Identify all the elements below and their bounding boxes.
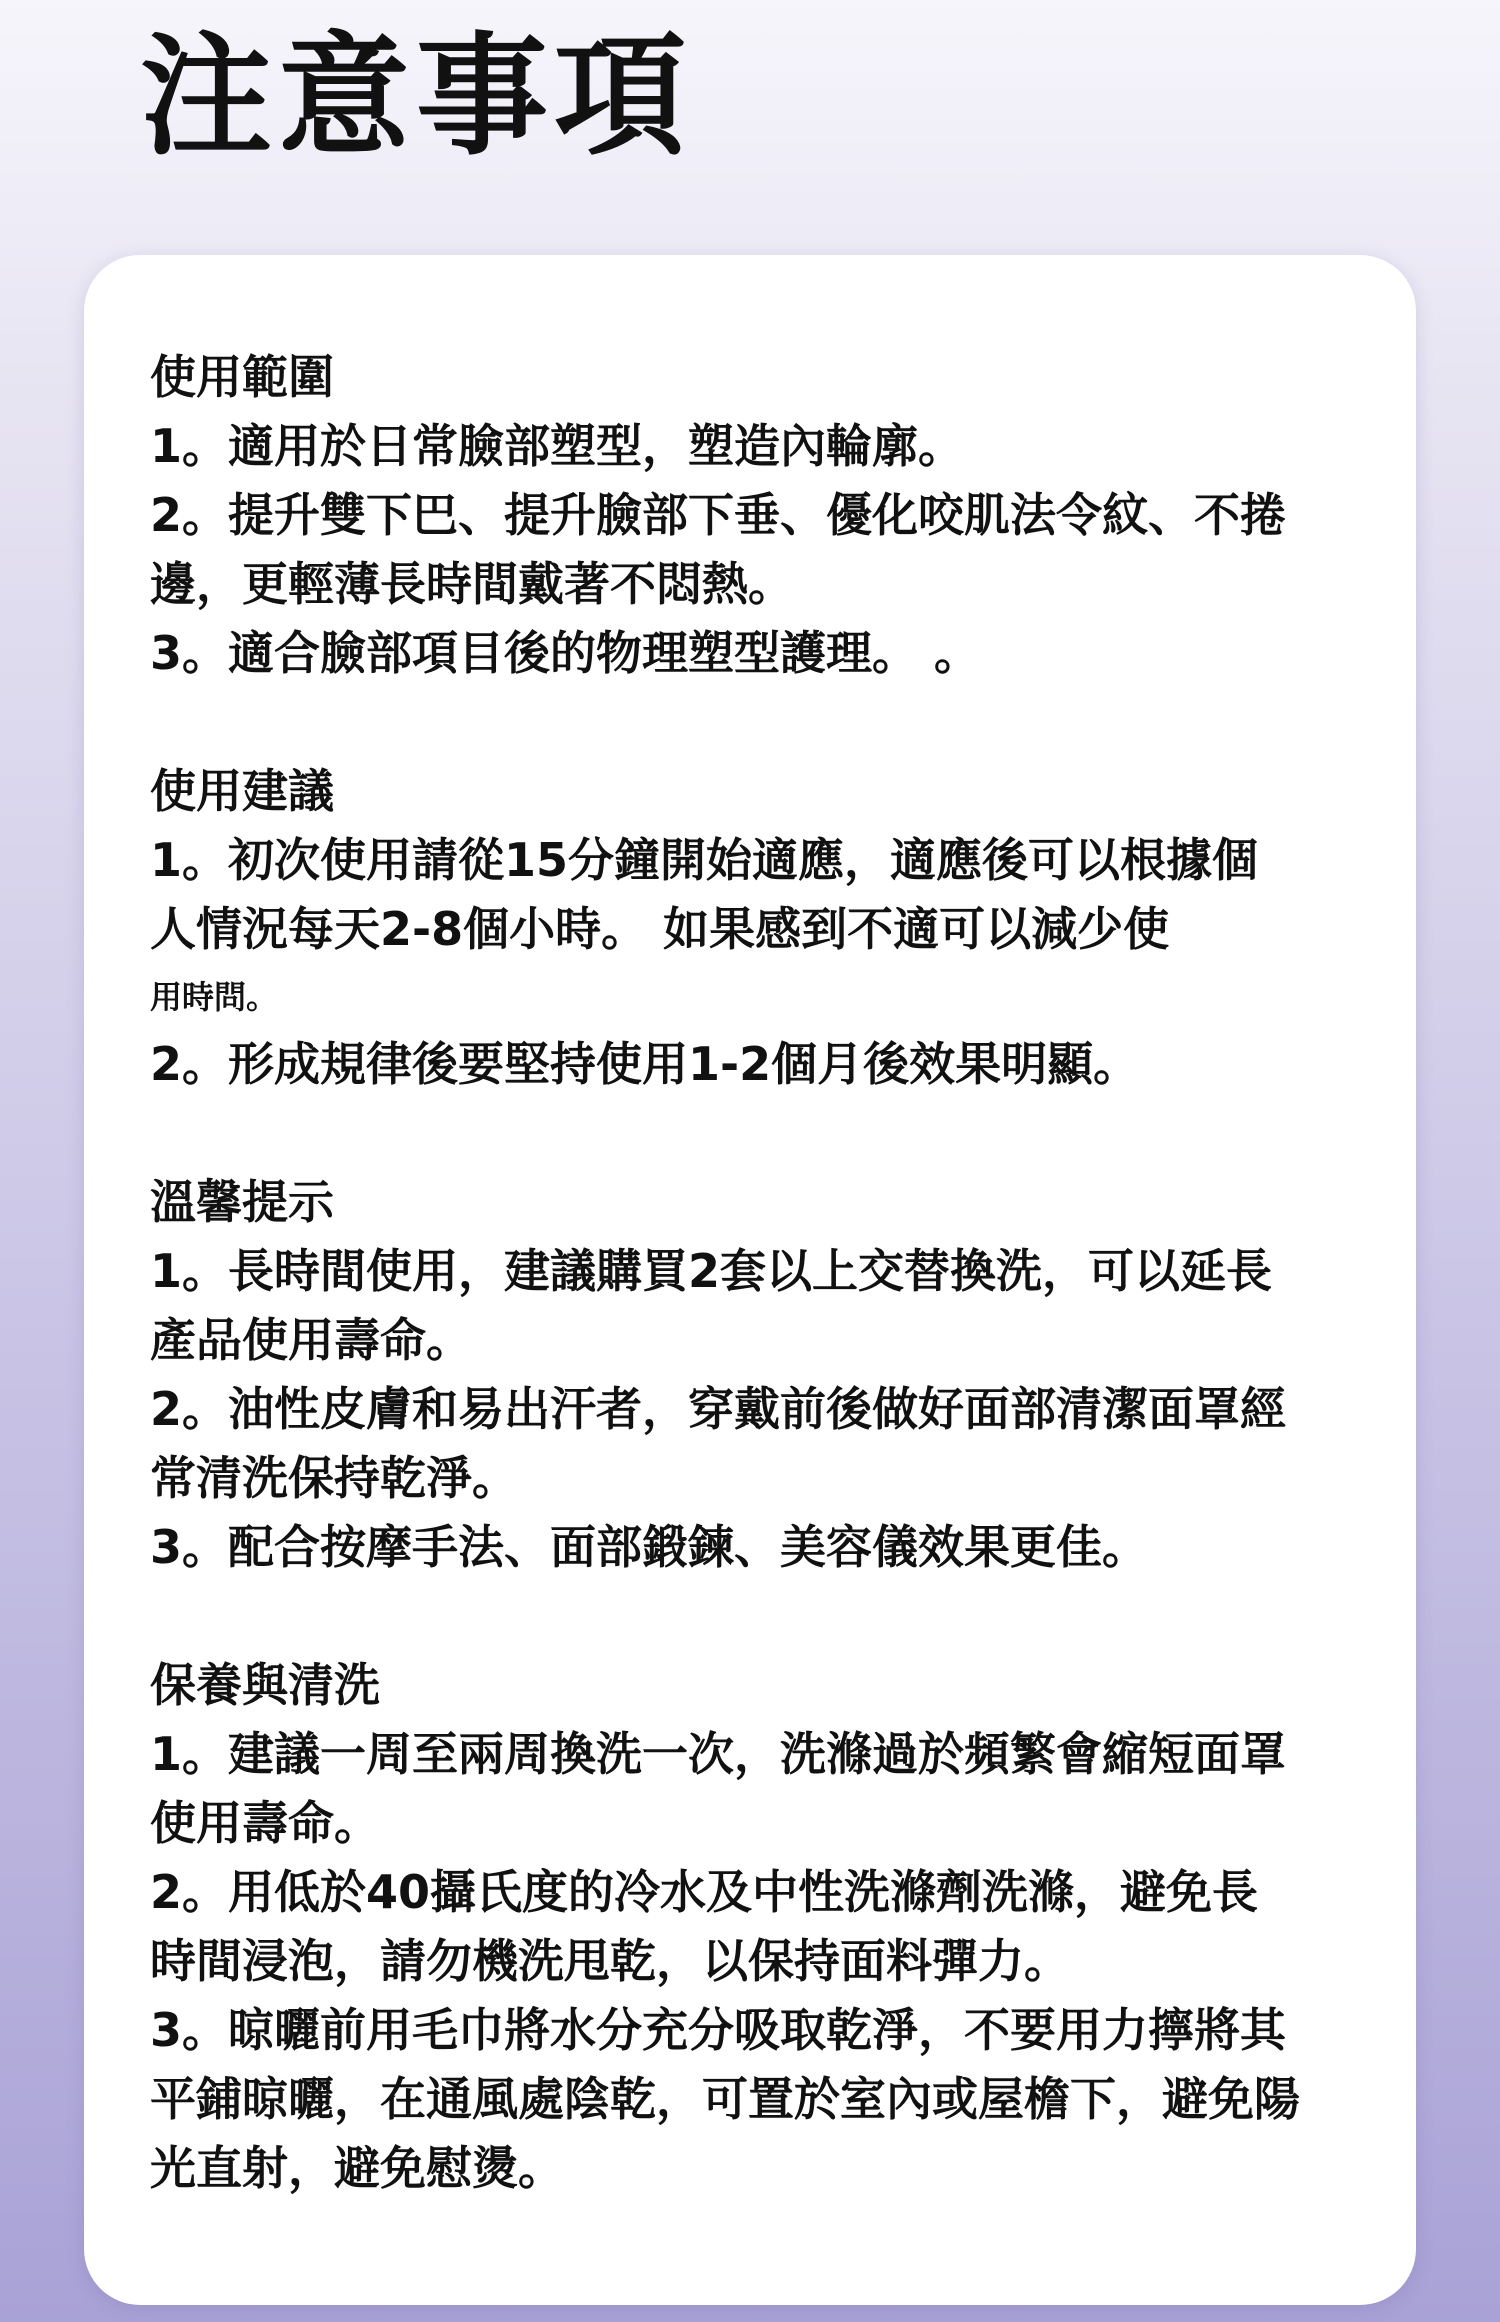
list-item: 2。提升雙下巴、提升臉部下垂、優化咬肌法令紋、不捲邊，更輕薄長時間戴著不悶熱。 xyxy=(150,488,1287,611)
list-item xyxy=(150,826,1300,1030)
list-item-text: 1。初次使用請從15分鐘開始適應，適應後可以根據個人情況每天2-8個小時。 如果感到不適可以減少使 xyxy=(150,833,1259,956)
section-usage-advice xyxy=(150,757,1350,1099)
list-item: 3。適合臉部項目後的物理塑型護理。 。 xyxy=(150,626,981,680)
page-title: 注意事項 xyxy=(140,20,692,174)
list-item: 2。用低於40攝氏度的冷水及中性洗滌劑洗滌，避免長時間浸泡，請勿機洗甩乾，以保持面料彈力。 xyxy=(150,1865,1259,1988)
list-item: 2。形成規律後要堅持使用1-2個月後效果明顯。 xyxy=(150,1037,1140,1091)
section-usage-scope xyxy=(150,343,1350,688)
section-heading: 使用範圍 xyxy=(150,350,334,404)
list-item: 3。配合按摩手法、面部鍛鍊、美容儀效果更佳。 xyxy=(150,1520,1149,1574)
section-heading: 保養與清洗 xyxy=(150,1658,380,1712)
list-item: 1。適用於日常臉部塑型，塑造內輪廓。 xyxy=(150,419,965,473)
list-item: 1。建議一周至兩周換洗一次，洗滌過於頻繁會縮短面罩使用壽命。 xyxy=(150,1727,1287,1850)
list-item: 3。晾曬前用毛巾將水分充分吸取乾淨，不要用力擰將其平鋪晾曬，在通風處陰乾，可置於室內或屋檐下，避免陽光直射，避免慰燙。 xyxy=(150,2003,1300,2195)
list-item: 2。油性皮膚和易出汗者，穿戴前後做好面部清潔面罩經常清洗保持乾淨。 xyxy=(150,1382,1287,1505)
section-heading: 溫馨提示 xyxy=(150,1175,334,1229)
list-item-tail: 用時問。 xyxy=(150,978,279,1016)
section-heading: 使用建議 xyxy=(150,764,334,818)
list-item: 1。長時間使用，建議購買2套以上交替換洗，可以延長產品使用壽命。 xyxy=(150,1244,1273,1367)
section-care-cleaning xyxy=(150,1651,1350,2203)
section-tips xyxy=(150,1168,1350,1582)
notes-card xyxy=(84,255,1416,2305)
